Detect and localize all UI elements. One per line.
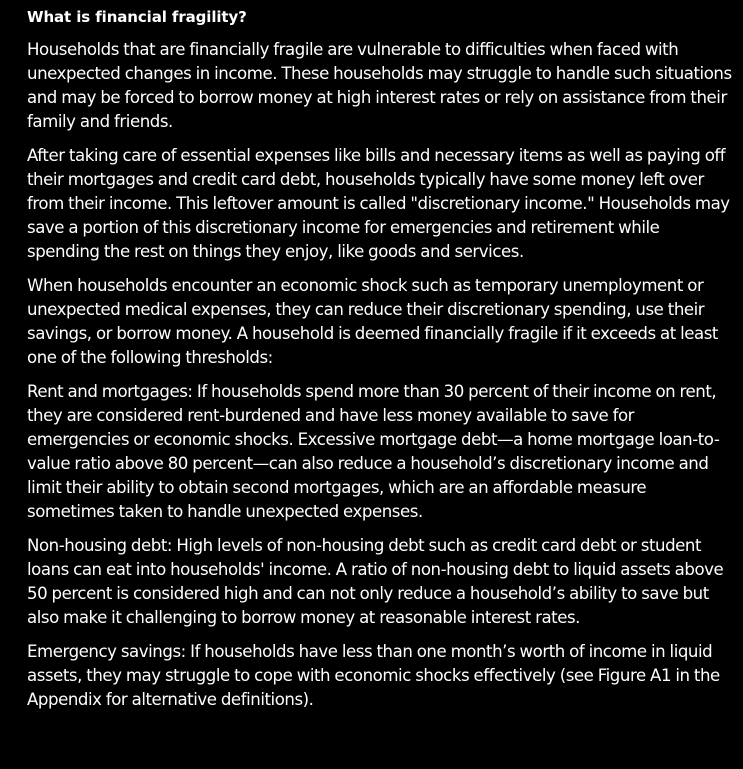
section-heading: What is financial fragility? <box>27 8 247 26</box>
document-body <box>27 6 732 722</box>
paragraph-rent-mortgages: Rent and mortgages: If households spend more than 30 percent of their income on rent, they are considered rent-burdened and have less money available to save for emergencies or economic shocks. Excessive mortgage debt—a home mortgage loan-to-value ratio above 80 percent—can also reduce a household’s discretionary income and limit their ability to obtain second mortgages, which are an affordable measure sometimes taken to handle unexpected expenses. <box>27 382 720 521</box>
paragraph-emergency-savings: Emergency savings: If households have less than one month’s worth of income in liquid assets, they may struggle to cope with economic shocks effectively (see Figure A1 in the Appendix for alternative definitions). <box>27 642 720 709</box>
paragraph-non-housing-debt: Non-housing debt: High levels of non-housing debt such as credit card debt or student loans can eat into households' income. A ratio of non-housing debt to liquid assets above 50 percent is considered high and can not only reduce a household’s ability to save but also make it challenging to borrow money at reasonable interest rates. <box>27 536 724 627</box>
paragraph-discretionary-income: After taking care of essential expenses like bills and necessary items as well as paying off their mortgages and credit card debt, households typically have some money left over from their income. This leftover amount is called "discretionary income." Households may save a portion of this discretionary income for emergencies and retirement while spending the rest on things they enjoy, like goods and services. <box>27 146 730 261</box>
paragraph-economic-shock: When households encounter an economic shock such as temporary unemployment or unexpected medical expenses, they can reduce their discretionary spending, use their savings, or borrow money. A household is deemed financially fragile if it exceeds at least one of the following thresholds: <box>27 276 718 367</box>
paragraph-intro: Households that are financially fragile are vulnerable to difficulties when faced with unexpected changes in income. These households may struggle to handle such situations and may be forced to borrow money at high interest rates or rely on assistance from their family and friends. <box>27 40 732 131</box>
